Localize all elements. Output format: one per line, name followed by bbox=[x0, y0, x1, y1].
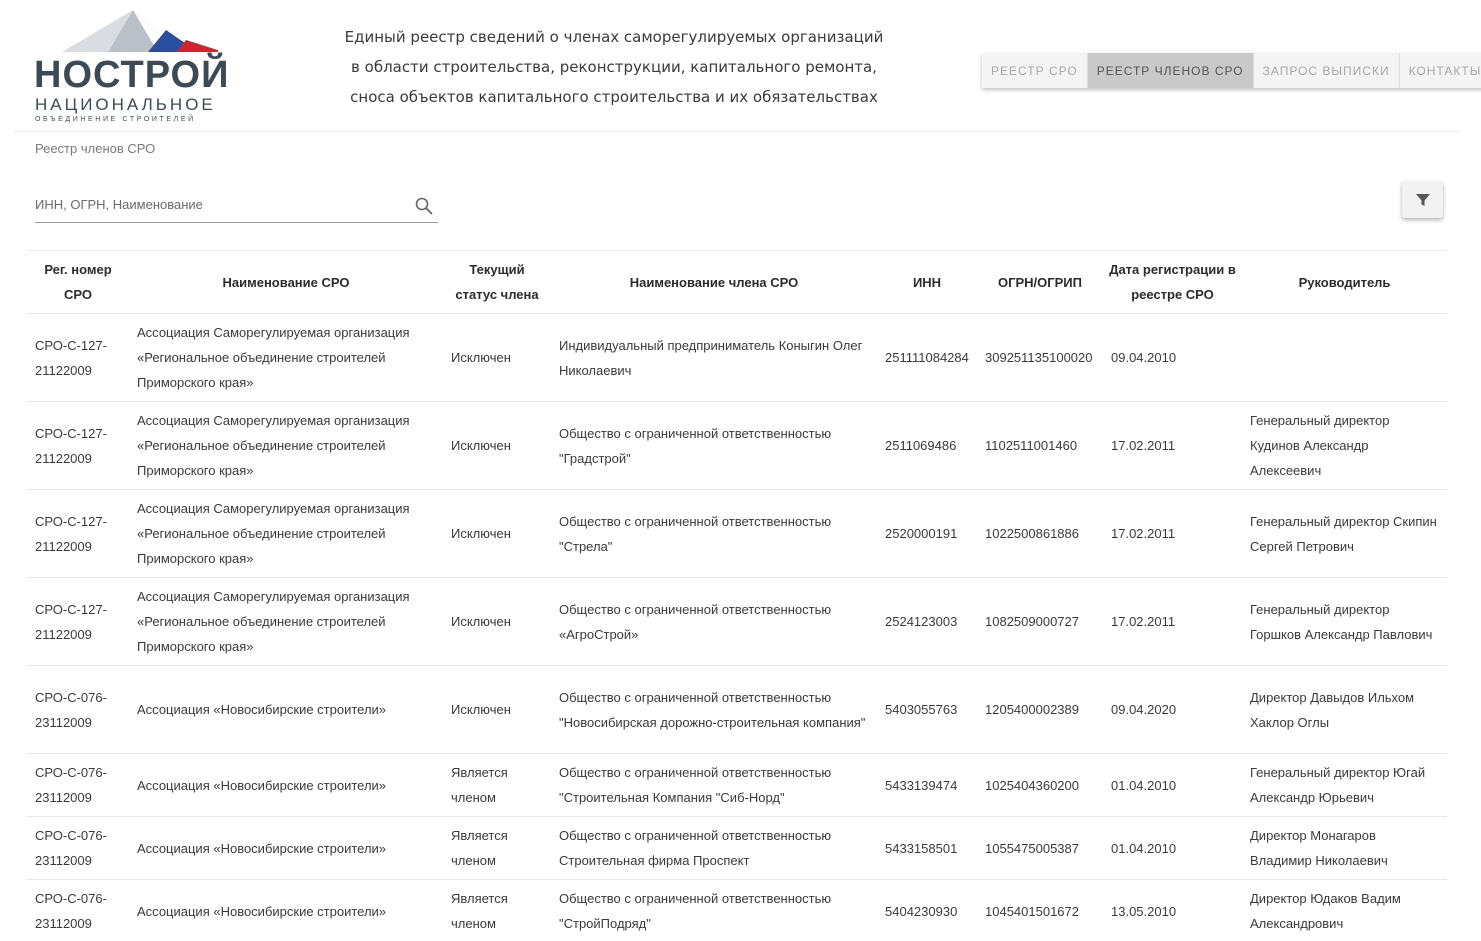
top-nav bbox=[982, 53, 1481, 88]
cell-sro-name: Ассоциация Саморегулируемая организация «Региональное объединение строителей Приморского края» bbox=[129, 490, 443, 578]
cell-registration-date: 17.02.2011 bbox=[1103, 490, 1242, 578]
cell-inn: 2511069486 bbox=[877, 402, 977, 490]
cell-reg-number: СРО-С-127-21122009 bbox=[27, 578, 129, 666]
header-title-line: в области строительства, реконструкции, капитального ремонта, bbox=[351, 58, 877, 76]
cell-reg-number: СРО-С-076-23112009 bbox=[27, 754, 129, 817]
cell-ogrn: 1205400002389 bbox=[977, 666, 1103, 754]
logo-subtitle: НАЦИОНАЛЬНОЕ bbox=[35, 95, 216, 114]
cell-inn: 2524123003 bbox=[877, 578, 977, 666]
cell-registration-date: 17.02.2011 bbox=[1103, 578, 1242, 666]
table-row[interactable] bbox=[27, 578, 1447, 666]
cell-reg-number: СРО-С-127-21122009 bbox=[27, 314, 129, 402]
cell-reg-number: СРО-С-127-21122009 bbox=[27, 490, 129, 578]
header-title-line: Единый реестр сведений о членах саморегулируемых организаций bbox=[344, 28, 884, 46]
search-field bbox=[35, 188, 438, 223]
cell-member-name: Индивидуальный предприниматель Коныгин Олег Николаевич bbox=[551, 314, 877, 402]
cell-status: Исключен bbox=[443, 402, 551, 490]
logo-title: НОСТРОЙ bbox=[34, 54, 230, 96]
cell-head: Генеральный директор Горшков Александр Павлович bbox=[1242, 578, 1447, 666]
cell-sro-name: Ассоциация Саморегулируемая организация «Региональное объединение строителей Приморского края» bbox=[129, 402, 443, 490]
table-row[interactable] bbox=[27, 817, 1447, 880]
cell-member-name: Общество с ограниченной ответственностью "Градстрой" bbox=[551, 402, 877, 490]
table-row[interactable] bbox=[27, 666, 1447, 754]
cell-inn: 5404230930 bbox=[877, 880, 977, 941]
search-input[interactable] bbox=[35, 188, 405, 220]
column-header-status[interactable]: Текущий статус члена bbox=[443, 251, 551, 314]
nostroy-logo[interactable] bbox=[34, 8, 230, 126]
cell-inn: 251111084284 bbox=[877, 314, 977, 402]
cell-sro-name: Ассоциация Саморегулируемая организация «Региональное объединение строителей Приморского края» bbox=[129, 578, 443, 666]
cell-inn: 5433158501 bbox=[877, 817, 977, 880]
cell-member-name: Общество с ограниченной ответственностью "Строительная Компания "Сиб-Норд" bbox=[551, 754, 877, 817]
cell-ogrn: 1025404360200 bbox=[977, 754, 1103, 817]
cell-status: Исключен bbox=[443, 490, 551, 578]
filter-icon bbox=[1415, 192, 1431, 208]
nav-extract-request[interactable]: ЗАПРОС ВЫПИСКИ bbox=[1254, 53, 1400, 88]
filter-button[interactable] bbox=[1402, 181, 1443, 218]
table-row[interactable] bbox=[27, 754, 1447, 817]
column-header-member-name[interactable]: Наименование члена СРО bbox=[551, 251, 877, 314]
table-row[interactable] bbox=[27, 880, 1447, 941]
cell-member-name: Общество с ограниченной ответственностью «АгроСтрой» bbox=[551, 578, 877, 666]
cell-registration-date: 01.04.2010 bbox=[1103, 754, 1242, 817]
logo-subtitle-small: ОБЪЕДИНЕНИЕ СТРОИТЕЛЕЙ bbox=[35, 116, 196, 123]
cell-reg-number: СРО-С-076-23112009 bbox=[27, 666, 129, 754]
cell-status: Является членом bbox=[443, 880, 551, 941]
cell-ogrn: 309251135100020 bbox=[977, 314, 1103, 402]
cell-head: Генеральный директор Кудинов Александр Алексеевич bbox=[1242, 402, 1447, 490]
column-header-reg-number[interactable]: Рег. номер СРО bbox=[27, 251, 129, 314]
cell-inn: 2520000191 bbox=[877, 490, 977, 578]
cell-ogrn: 1022500861886 bbox=[977, 490, 1103, 578]
cell-sro-name: Ассоциация «Новосибирские строители» bbox=[129, 880, 443, 941]
cell-registration-date: 09.04.2010 bbox=[1103, 314, 1242, 402]
cell-registration-date: 17.02.2011 bbox=[1103, 402, 1242, 490]
table-header-row bbox=[27, 251, 1447, 314]
nav-sro-registry[interactable]: РЕЕСТР СРО bbox=[982, 53, 1088, 88]
cell-status: Является членом bbox=[443, 817, 551, 880]
cell-ogrn: 1045401501672 bbox=[977, 880, 1103, 941]
search-icon[interactable] bbox=[414, 196, 434, 216]
cell-inn: 5403055763 bbox=[877, 666, 977, 754]
cell-registration-date: 09.04.2020 bbox=[1103, 666, 1242, 754]
table-row[interactable] bbox=[27, 402, 1447, 490]
cell-status: Является членом bbox=[443, 754, 551, 817]
cell-ogrn: 1055475005387 bbox=[977, 817, 1103, 880]
cell-status: Исключен bbox=[443, 578, 551, 666]
cell-sro-name: Ассоциация «Новосибирские строители» bbox=[129, 817, 443, 880]
cell-ogrn: 1082509000727 bbox=[977, 578, 1103, 666]
column-header-head[interactable]: Руководитель bbox=[1242, 251, 1447, 314]
cell-head: Директор Юдаков Вадим Александрович bbox=[1242, 880, 1447, 941]
cell-member-name: Общество с ограниченной ответственностью "СтройПодряд" bbox=[551, 880, 877, 941]
cell-ogrn: 1102511001460 bbox=[977, 402, 1103, 490]
cell-head: Генеральный директор Скипин Сергей Петрович bbox=[1242, 490, 1447, 578]
cell-sro-name: Ассоциация Саморегулируемая организация «Региональное объединение строителей Приморского края» bbox=[129, 314, 443, 402]
cell-status: Исключен bbox=[443, 666, 551, 754]
nav-sro-members-registry[interactable]: РЕЕСТР ЧЛЕНОВ СРО bbox=[1088, 53, 1254, 88]
cell-head bbox=[1242, 314, 1447, 402]
column-header-inn[interactable]: ИНН bbox=[877, 251, 977, 314]
cell-head: Генеральный директор Югай Александр Юрьевич bbox=[1242, 754, 1447, 817]
breadcrumb: Реестр членов СРО bbox=[35, 141, 156, 156]
cell-status: Исключен bbox=[443, 314, 551, 402]
cell-reg-number: СРО-С-076-23112009 bbox=[27, 880, 129, 941]
cell-head: Директор Давыдов Ильхом Хаклор Оглы bbox=[1242, 666, 1447, 754]
column-header-ogrn[interactable]: ОГРН/ОГРИП bbox=[977, 251, 1103, 314]
cell-reg-number: СРО-С-127-21122009 bbox=[27, 402, 129, 490]
cell-sro-name: Ассоциация «Новосибирские строители» bbox=[129, 666, 443, 754]
cell-sro-name: Ассоциация «Новосибирские строители» bbox=[129, 754, 443, 817]
header-title bbox=[344, 22, 884, 112]
cell-reg-number: СРО-С-076-23112009 bbox=[27, 817, 129, 880]
cell-registration-date: 13.05.2010 bbox=[1103, 880, 1242, 941]
roof-logo-icon bbox=[48, 8, 218, 54]
cell-head: Директор Монагаров Владимир Николаевич bbox=[1242, 817, 1447, 880]
nav-contacts[interactable]: КОНТАКТЫ bbox=[1400, 53, 1481, 88]
column-header-sro-name[interactable]: Наименование СРО bbox=[129, 251, 443, 314]
column-header-registration-date[interactable]: Дата регистрации в реестре СРО bbox=[1103, 251, 1242, 314]
cell-member-name: Общество с ограниченной ответственностью "Стрела" bbox=[551, 490, 877, 578]
cell-inn: 5433139474 bbox=[877, 754, 977, 817]
header-title-line: сноса объектов капитального строительства и их обязательствах bbox=[350, 88, 878, 106]
members-table bbox=[27, 250, 1447, 941]
cell-member-name: Общество с ограниченной ответственностью Строительная фирма Проспект bbox=[551, 817, 877, 880]
table-row[interactable] bbox=[27, 314, 1447, 402]
cell-member-name: Общество с ограниченной ответственностью "Новосибирская дорожно-строительная компания" bbox=[551, 666, 877, 754]
cell-registration-date: 01.04.2010 bbox=[1103, 817, 1242, 880]
table-row[interactable] bbox=[27, 490, 1447, 578]
